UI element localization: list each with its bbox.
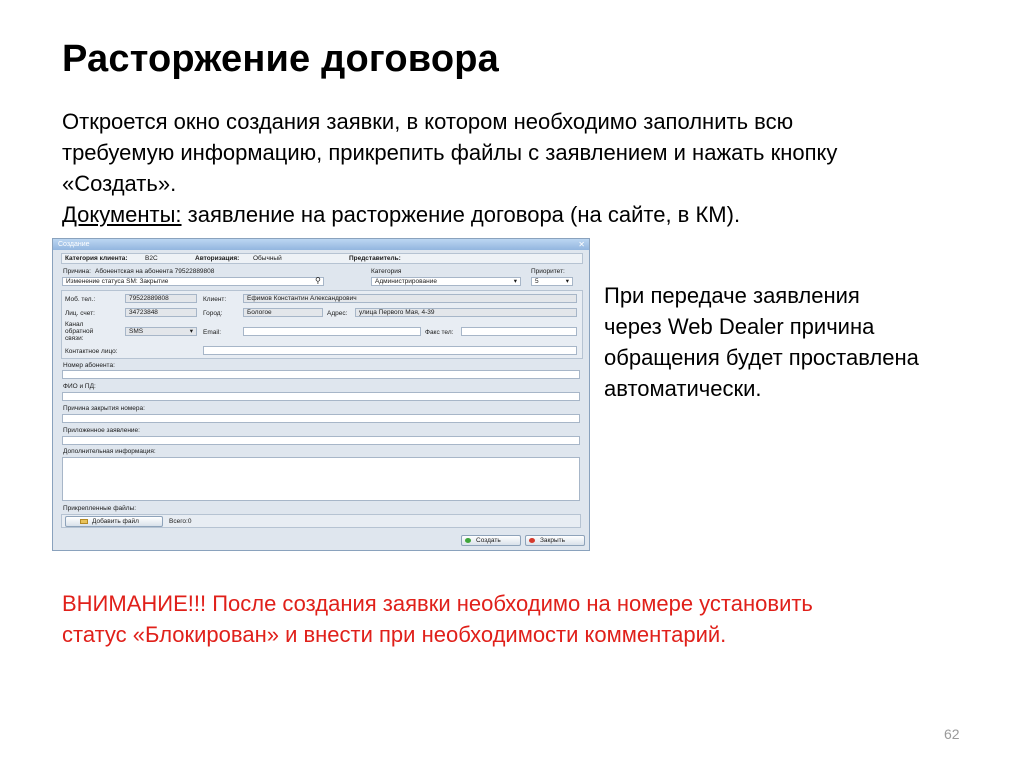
check-icon [465, 538, 471, 543]
intro-line: Откроется окно создания заявки, в котором необходимо заполнить всю [62, 109, 794, 134]
email-label: Email: [203, 329, 222, 336]
channel-select[interactable] [125, 327, 197, 336]
close-reason-label: Причина закрытия номера: [63, 405, 145, 412]
documents-label: Документы: [62, 202, 182, 227]
mobile-value: 79522889808 [129, 295, 169, 302]
reason-label: Причина: [63, 268, 91, 275]
channel-label-line: связи: [65, 335, 84, 342]
additional-info-label: Дополнительная информация: [63, 448, 156, 455]
dialog-title: Создание [58, 241, 90, 248]
city-label: Город: [203, 310, 223, 317]
fio-label: ФИО и ПД: [63, 383, 96, 390]
subscriber-number-label: Номер абонента: [63, 362, 115, 369]
intro-text [62, 106, 962, 230]
channel-label-line: обратной [65, 328, 94, 335]
close-button-label: Закрыть [540, 537, 566, 544]
email-field[interactable] [243, 327, 421, 336]
chevron-down-icon: ▾ [565, 278, 569, 285]
attached-files-label: Прикрепленные файлы: [63, 505, 137, 512]
side-note-line: При передаче заявления [604, 283, 860, 308]
fax-label: Факс тел: [425, 329, 454, 336]
reason-value: Абонентская на абонента 79522889808 [95, 268, 215, 275]
subscriber-number-field[interactable] [62, 370, 580, 379]
fio-field[interactable] [62, 392, 580, 401]
representative-label: Представитель: [349, 255, 401, 262]
contact-field[interactable] [203, 346, 577, 355]
priority-select[interactable] [531, 277, 573, 286]
side-note-line: через Web Dealer причина [604, 314, 875, 339]
create-request-dialog [52, 238, 590, 551]
authorization-label: Авторизация: [195, 255, 240, 262]
client-category-value: B2C [145, 255, 158, 262]
side-note [604, 280, 1004, 404]
close-icon [529, 538, 535, 543]
warning-line: статус «Блокирован» и внести при необходимости комментарий. [62, 622, 727, 647]
channel-label-line: Канал [65, 321, 84, 328]
city-value: Бологое [247, 309, 272, 316]
intro-line: требуемую информацию, прикрепить файлы с заявлением и нажать кнопку [62, 140, 838, 165]
authorization-value: Обычный [253, 255, 282, 262]
create-button[interactable] [461, 535, 521, 546]
account-label: Лиц. счет: [65, 310, 95, 317]
client-category-label: Категория клиента: [65, 255, 128, 262]
city-field[interactable] [243, 308, 323, 317]
additional-info-textarea[interactable] [62, 457, 580, 501]
channel-value: SMS [129, 328, 144, 335]
documents-text: заявление на расторжение договора (на сайте, в КМ). [181, 202, 741, 227]
side-note-line: автоматически. [604, 376, 762, 401]
search-icon[interactable]: ⚲ [315, 276, 321, 285]
category-select-value: Администрирование [375, 278, 437, 285]
priority-label: Приоритет: [531, 268, 565, 275]
warning-line: ВНИМАНИЕ!!! После создания заявки необходимо на номере установить [62, 591, 813, 616]
add-file-label: Добавить файл [92, 518, 139, 525]
mobile-label: Моб. тел.: [65, 296, 96, 303]
reason-field-value: Изменение статуса SM: Закрытие [66, 278, 169, 285]
account-field[interactable] [125, 308, 197, 317]
client-field[interactable] [243, 294, 577, 303]
dialog-titlebar [53, 239, 589, 250]
close-reason-field[interactable] [62, 414, 580, 423]
attached-statement-label: Приложенное заявление: [63, 427, 140, 434]
address-value: улица Первого Мая, 4-39 [359, 309, 435, 316]
mobile-field[interactable] [125, 294, 197, 303]
close-button[interactable] [525, 535, 585, 546]
reason-field[interactable] [62, 277, 324, 286]
add-file-button[interactable] [65, 516, 163, 527]
folder-icon [80, 519, 88, 524]
category-label: Категория [371, 268, 402, 275]
fax-field[interactable] [461, 327, 577, 336]
account-value: 34723848 [129, 309, 158, 316]
client-label: Клиент: [203, 296, 227, 303]
warning-text [62, 588, 982, 650]
slide-title: Расторжение договора [62, 38, 500, 80]
create-button-label: Создать [476, 537, 501, 544]
contact-label: Контактное лицо: [65, 348, 118, 355]
address-label: Адрес: [327, 310, 348, 317]
client-value: Ефимов Константин Александрович [247, 295, 357, 302]
category-select[interactable] [371, 277, 521, 286]
client-header-row [61, 253, 583, 264]
side-note-line: обращения будет проставлена [604, 345, 919, 370]
priority-select-value: 5 [535, 278, 539, 285]
chevron-down-icon: ▾ [513, 278, 517, 285]
address-field[interactable] [355, 308, 577, 317]
page-number: 62 [944, 726, 960, 742]
intro-line: «Создать». [62, 171, 177, 196]
total-files-count: Всего:0 [169, 518, 192, 525]
documents-line [62, 199, 962, 230]
close-icon[interactable]: ✕ [578, 240, 585, 249]
attached-statement-field[interactable] [62, 436, 580, 445]
chevron-down-icon: ▾ [189, 328, 193, 335]
